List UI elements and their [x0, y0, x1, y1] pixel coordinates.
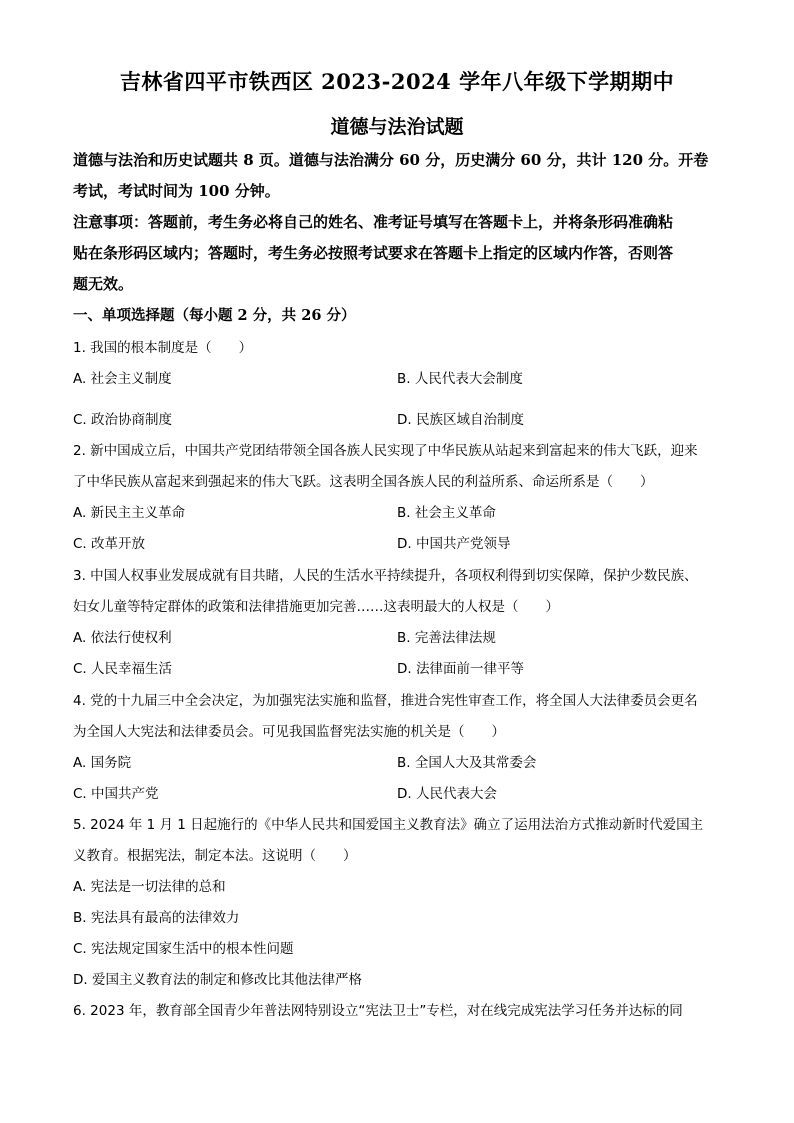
option-c: C. 中国共产党 — [73, 786, 159, 802]
question-stem: 义教育。根据宪法，制定本法。这说明（ ） — [73, 848, 357, 864]
option-b: B. 宪法具有最高的法律效力 — [73, 910, 240, 926]
question-stem: 5. 2024 年 1 月 1 日起施行的《中华人民共和国爱国主义教育法》确立了运用法治方式推动新时代爱国主 — [73, 817, 704, 833]
exam-title: 吉林省四平市铁西区 2023-2024 学年八年级下学期期中 — [119, 69, 675, 94]
notice-line: 贴在条形码区域内；答题时，考生务必按照考试要求在答题卡上指定的区域内作答，否则答 — [73, 244, 674, 262]
question-stem: 4. 党的十九届三中全会决定，为加强宪法实施和监督，推进合宪性审查工作，将全国人大法律委员会更名 — [73, 693, 698, 709]
option-b: B. 全国人大及其常委会 — [397, 755, 537, 771]
question-stem: 1. 我国的根本制度是（ ） — [73, 340, 253, 356]
option-d: D. 法律面前一律平等 — [397, 661, 524, 677]
option-b: B. 社会主义革命 — [397, 505, 496, 521]
intro-line: 道德与法治和历史试题共 8 页。道德与法治满分 60 分，历史满分 60 分，共计 120 分。开卷 — [73, 151, 709, 169]
option-d: D. 爱国主义教育法的制定和修改比其他法律严格 — [73, 972, 362, 988]
intro-line: 考试，考试时间为 100 分钟。 — [73, 182, 280, 200]
option-b: B. 完善法律法规 — [397, 630, 496, 646]
question-stem: 为全国人大宪法和法律委员会。可见我国监督宪法实施的机关是（ ） — [73, 724, 505, 740]
option-b: B. 人民代表大会制度 — [397, 371, 523, 387]
question-stem: 6. 2023 年，教育部全国青少年普法网特别设立“宪法卫士”专栏，对在线完成宪法学习任务并达标的同 — [73, 1003, 683, 1019]
option-d: D. 中国共产党领导 — [397, 536, 511, 552]
option-d: D. 民族区域自治制度 — [397, 412, 524, 428]
notice-line: 题无效。 — [73, 275, 134, 293]
question-stem: 2. 新中国成立后，中国共产党团结带领全国各族人民实现了中华民族从站起来到富起来的伟大飞跃，迎来 — [73, 443, 698, 459]
exam-subtitle: 道德与法治试题 — [330, 116, 464, 138]
option-a: A. 社会主义制度 — [73, 371, 172, 387]
option-a: A. 新民主主义革命 — [73, 505, 186, 521]
option-c: C. 改革开放 — [73, 536, 146, 552]
question-stem: 了中华民族从富起来到强起来的伟大飞跃。这表明全国各族人民的利益所系、命运所系是（ ） — [73, 474, 654, 490]
option-c: C. 人民幸福生活 — [73, 661, 173, 677]
option-c: C. 宪法规定国家生活中的根本性问题 — [73, 941, 294, 957]
question-stem: 3. 中国人权事业发展成就有目共睹，人民的生活水平持续提升，各项权利得到切实保障，保护少数民族、 — [73, 568, 698, 584]
option-a: A. 国务院 — [73, 755, 132, 771]
question-stem: 妇女儿童等特定群体的政策和法律措施更加完善……这表明最大的人权是（ ） — [73, 599, 559, 615]
option-d: D. 人民代表大会 — [397, 786, 497, 802]
option-a: A. 依法行使权利 — [73, 630, 172, 646]
notice-line: 注意事项：答题前，考生务必将自己的姓名、准考证号填写在答题卡上，并将条形码准确粘 — [73, 213, 674, 231]
section-heading: 一、单项选择题（每小题 2 分，共 26 分） — [73, 307, 356, 324]
option-c: C. 政治协商制度 — [73, 412, 173, 428]
option-a: A. 宪法是一切法律的总和 — [73, 879, 226, 895]
